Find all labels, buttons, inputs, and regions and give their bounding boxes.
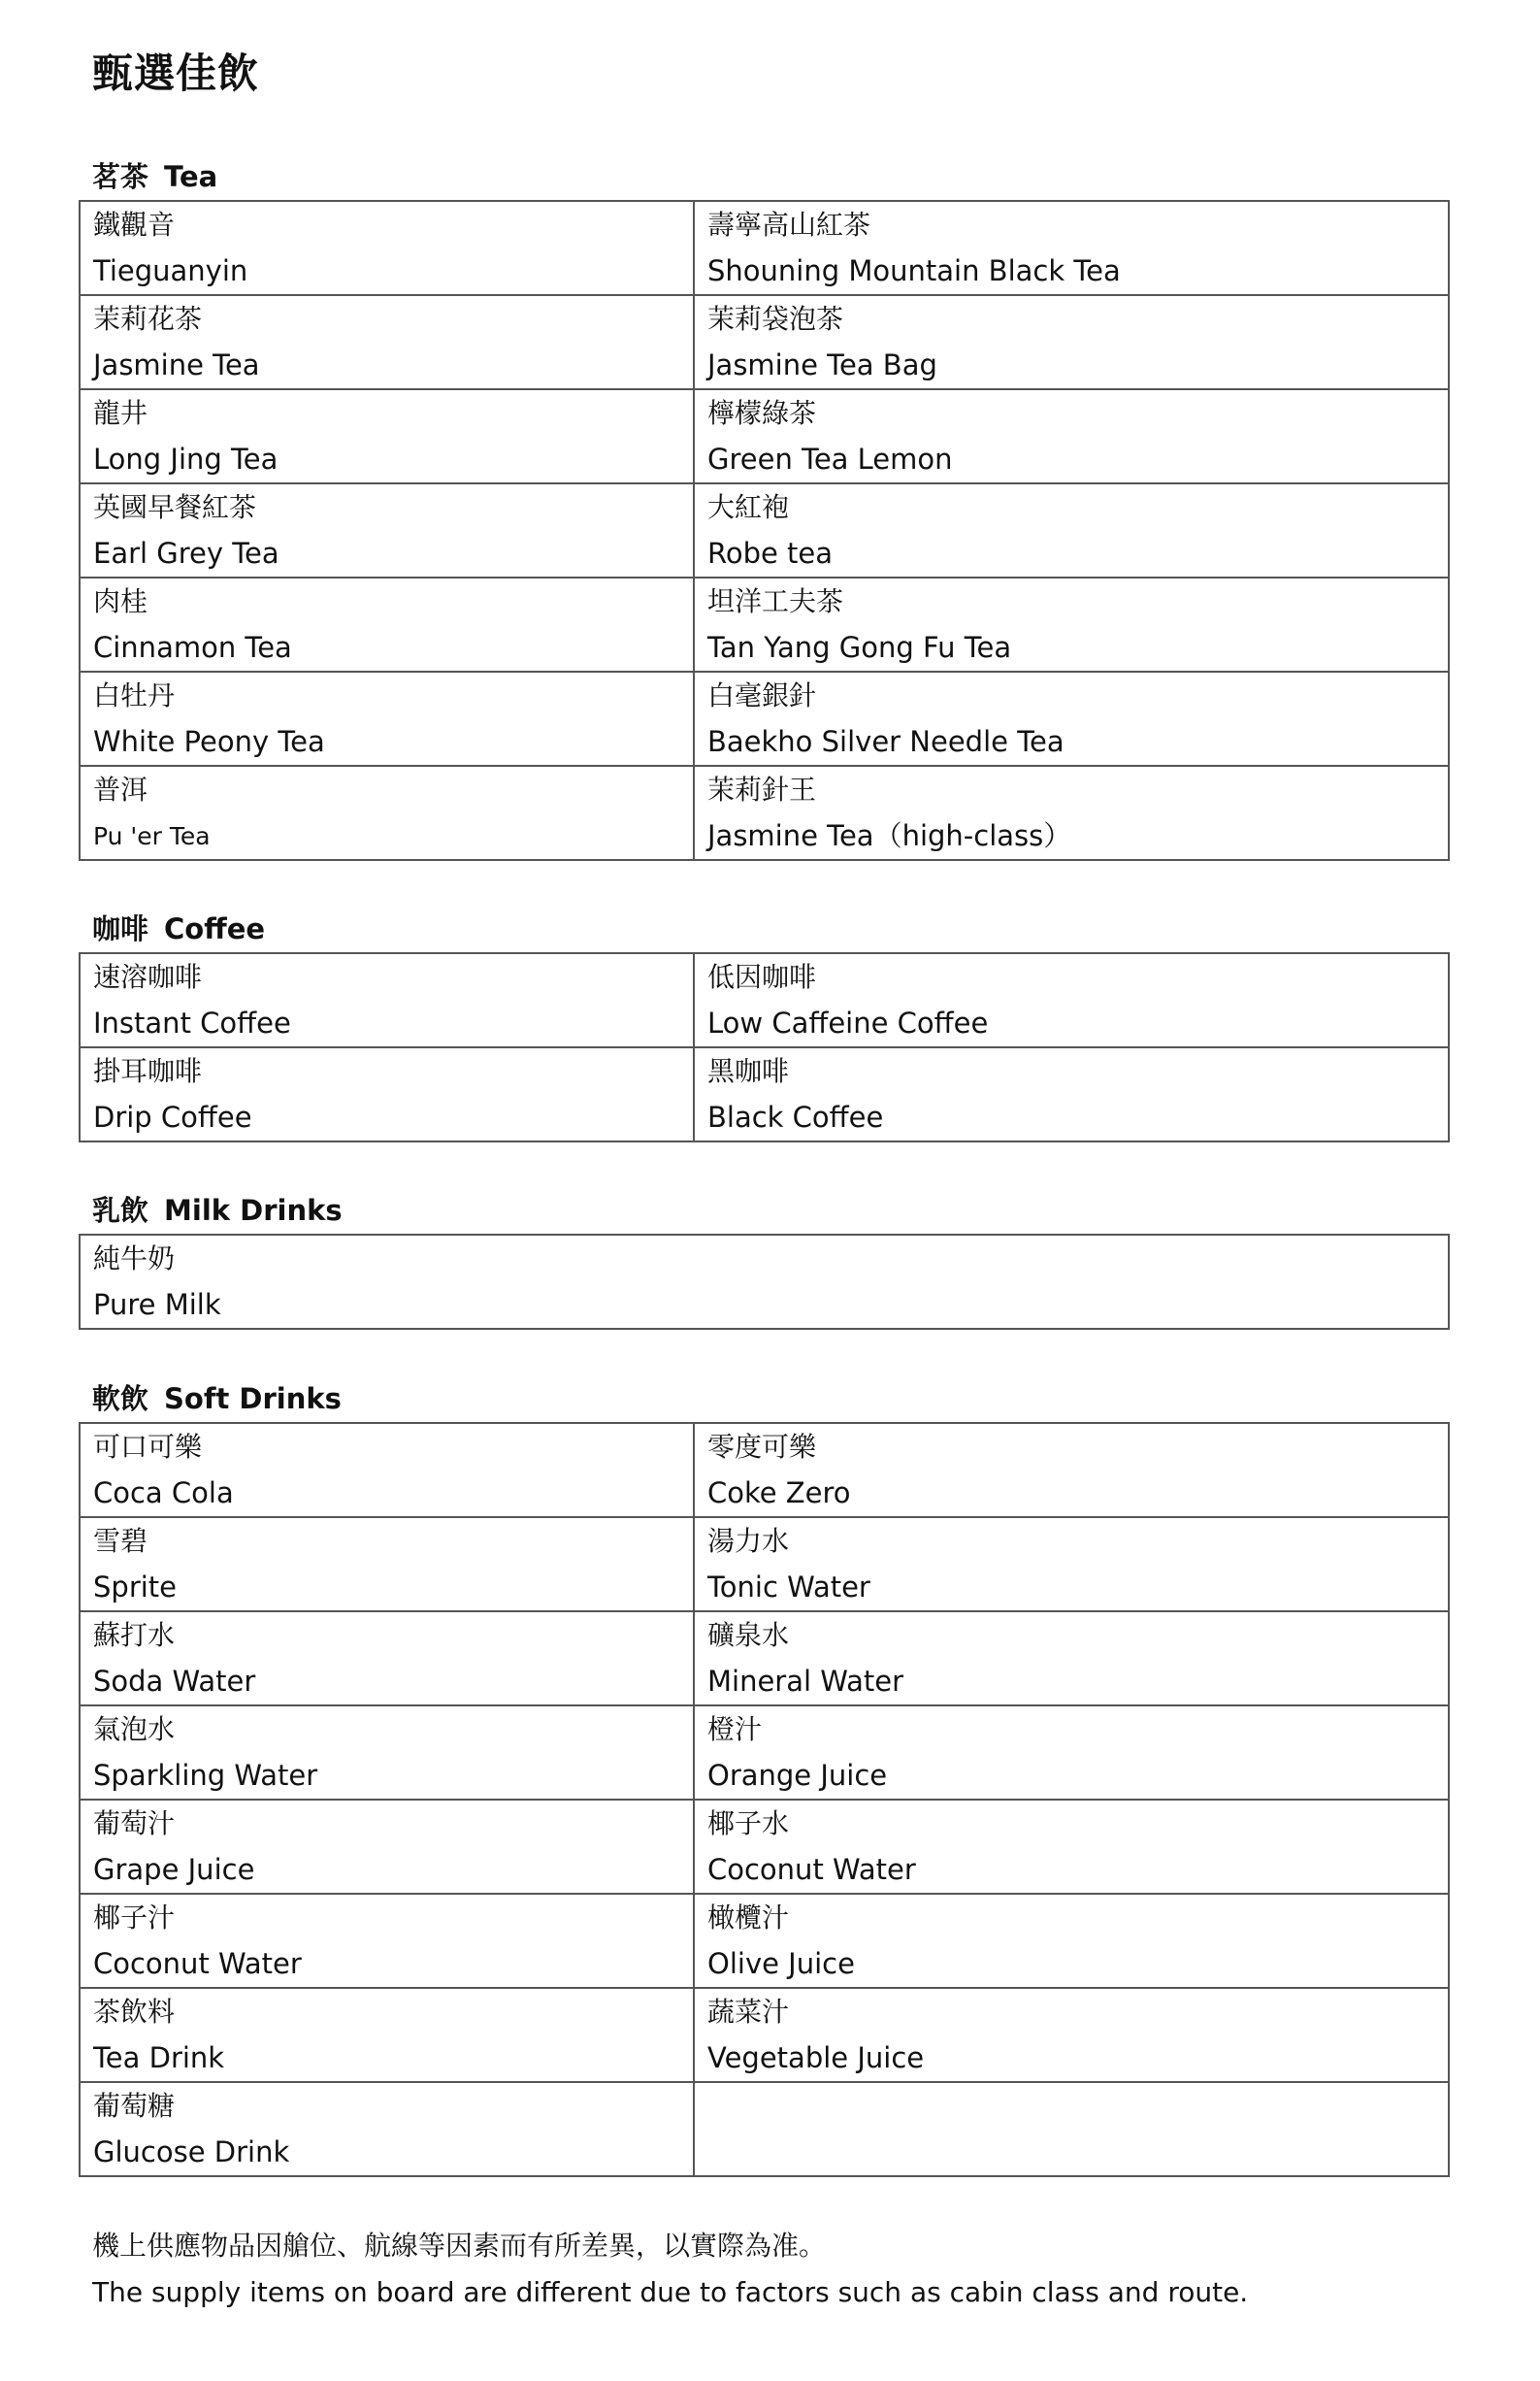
drink-name-zh: 橄欖汁 (707, 1901, 790, 1934)
table-cell (695, 1424, 1450, 1518)
table-cell (695, 202, 1450, 296)
drink-name-en: Pu 'er Tea (93, 822, 211, 850)
page-title: 甄選佳飲 (92, 50, 260, 97)
drink-name-zh: 檸檬綠茶 (707, 397, 817, 429)
drink-name-en: Long Jing Tea (93, 443, 279, 476)
table-cell (81, 1518, 695, 1612)
footer-note (92, 2223, 1451, 2316)
drink-name-zh: 肉桂 (93, 585, 148, 617)
section-title-milk-drinks (92, 1187, 343, 1234)
drink-name-zh: 英國早餐紅茶 (93, 491, 257, 523)
drink-name-en (707, 2130, 1448, 2175)
drink-name-en: Drip Coffee (93, 1101, 252, 1134)
drink-name-en: Pure Milk (93, 1288, 221, 1321)
table-cell (81, 579, 695, 673)
drink-name-en: Coke Zero (707, 1476, 851, 1509)
drink-name-zh: 大紅袍 (707, 491, 790, 523)
table-row (81, 484, 1450, 579)
table-cell (695, 1989, 1450, 2083)
drink-name-en: Tea Drink (93, 2041, 225, 2074)
drink-name-en: Green Tea Lemon (707, 443, 953, 476)
drink-name-zh: 鐵觀音 (93, 209, 176, 241)
drink-name-en: Jasmine Tea（high-class） (707, 819, 1072, 852)
drink-name-en: Earl Grey Tea (93, 537, 279, 570)
table-cell (695, 954, 1450, 1048)
drink-name-en: Tan Yang Gong Fu Tea (707, 631, 1012, 664)
drink-name-en: Robe tea (707, 537, 834, 570)
drink-name-en: Soda Water (93, 1665, 256, 1698)
drink-name-en: Olive Juice (707, 1947, 855, 1980)
drink-name-en: Low Caffeine Coffee (707, 1007, 989, 1040)
section-title-en: Coffee (164, 912, 266, 945)
section-title-coffee (92, 906, 265, 952)
table-cell (695, 1895, 1450, 1989)
table-row (81, 767, 1450, 861)
table-row (81, 1048, 1450, 1142)
section-title-zh: 茗茶 (92, 160, 149, 193)
drink-name-zh: 湯力水 (707, 1525, 790, 1557)
drink-name-en: Tieguanyin (93, 254, 248, 287)
drink-name-zh: 蔬菜汁 (707, 1996, 790, 2028)
drink-name-en: Instant Coffee (93, 1007, 291, 1040)
table-cell (81, 1048, 695, 1142)
empty-cell (695, 2083, 1450, 2177)
table-row (81, 954, 1450, 1048)
drink-name-en: Jasmine Tea Bag (707, 348, 937, 381)
table-cell (81, 1424, 695, 1518)
table-row (81, 202, 1450, 296)
drink-name-en: Sparkling Water (93, 1759, 318, 1792)
drink-name-zh: 白毫銀針 (707, 679, 817, 711)
drink-name-zh: 茉莉針王 (707, 774, 817, 806)
drink-name-en: White Peony Tea (93, 725, 325, 758)
drink-name-zh: 黑咖啡 (707, 1055, 790, 1087)
table-cell (695, 484, 1450, 579)
table-row (81, 673, 1450, 767)
drink-name-zh: 掛耳咖啡 (93, 1055, 203, 1087)
table-row (81, 1612, 1450, 1706)
table-row (81, 1989, 1450, 2083)
table-cell (695, 1048, 1450, 1142)
drink-name-zh: 白牡丹 (93, 679, 176, 711)
table-cell (81, 296, 695, 390)
section-title-en: Soft Drinks (164, 1382, 342, 1415)
drink-name-zh: 普洱 (93, 774, 148, 806)
section-title-tea (92, 153, 217, 200)
table-row (81, 2083, 1450, 2177)
drink-name-en: Shouning Mountain Black Tea (707, 254, 1121, 287)
table-cell (695, 296, 1450, 390)
table-row (81, 579, 1450, 673)
section-title-en: Milk Drinks (164, 1194, 343, 1227)
table-cell (81, 1706, 695, 1801)
section-title-soft-drinks (92, 1375, 342, 1422)
table-cell (695, 1612, 1450, 1706)
drink-name-en: Mineral Water (707, 1665, 903, 1698)
drink-name-zh: 坦洋工夫茶 (707, 585, 844, 617)
table-cell (81, 202, 695, 296)
table-cell (695, 673, 1450, 767)
table-cell (695, 1706, 1450, 1801)
drink-name-zh: 椰子水 (707, 1807, 790, 1839)
drink-name-zh: 茶飲料 (93, 1996, 176, 2028)
drink-name-zh: 純牛奶 (93, 1242, 176, 1274)
drink-name-zh: 可口可樂 (93, 1431, 203, 1463)
drink-name-zh: 蘇打水 (93, 1619, 176, 1651)
drink-name-zh: 氣泡水 (93, 1713, 176, 1745)
table-row (81, 1518, 1450, 1612)
drink-name-zh: 茉莉袋泡茶 (707, 303, 844, 335)
table-row (81, 1895, 1450, 1989)
section-title-en: Tea (164, 160, 218, 193)
table-cell (81, 767, 695, 861)
table-cell (81, 673, 695, 767)
section-title-zh: 乳飲 (92, 1194, 149, 1227)
soft-drinks-table (79, 1422, 1450, 2177)
table-cell (81, 1801, 695, 1895)
drink-name-zh: 礦泉水 (707, 1619, 790, 1651)
drink-name-zh: 葡萄糖 (93, 2090, 176, 2122)
drink-name-en: Coca Cola (93, 1476, 234, 1509)
drink-name-zh: 茉莉花茶 (93, 303, 203, 335)
drink-name-zh: 壽寧高山紅茶 (707, 209, 871, 241)
drink-name-zh: 葡萄汁 (93, 1807, 176, 1839)
drink-name-zh: 橙汁 (707, 1713, 763, 1745)
drink-name-en: Sprite (93, 1571, 178, 1604)
table-row (81, 390, 1450, 484)
drink-name-zh: 零度可樂 (707, 1431, 817, 1463)
table-row (81, 296, 1450, 390)
drink-name-zh: 低因咖啡 (707, 961, 817, 993)
table-row (81, 1801, 1450, 1895)
section-title-zh: 軟飲 (92, 1382, 149, 1415)
drink-name-en: Vegetable Juice (707, 2041, 925, 2074)
drink-name-en: Orange Juice (707, 1759, 888, 1792)
drink-name-en: Coconut Water (93, 1947, 302, 1980)
table-cell (81, 1989, 695, 2083)
drink-name-en: Glucose Drink (93, 2135, 290, 2168)
table-cell (695, 767, 1450, 861)
table-cell (695, 1801, 1450, 1895)
milk-drinks-table (79, 1234, 1450, 1330)
drink-name-zh (707, 2083, 1448, 2130)
drink-name-en: Baekho Silver Needle Tea (707, 725, 1065, 758)
table-cell (81, 1895, 695, 1989)
table-row (81, 1706, 1450, 1801)
drink-name-en: Grape Juice (93, 1853, 255, 1886)
table-cell (81, 2083, 695, 2177)
drink-name-zh: 龍井 (93, 397, 148, 429)
footer-note-zh: 機上供應物品因艙位、航線等因素而有所差異，以實際為准。 (92, 2230, 827, 2262)
table-row (81, 1236, 1450, 1330)
drink-name-zh: 椰子汁 (93, 1901, 176, 1934)
table-cell (695, 1518, 1450, 1612)
drink-name-zh: 雪碧 (93, 1525, 148, 1557)
drink-name-en: Cinnamon Tea (93, 631, 292, 664)
table-row (81, 1424, 1450, 1518)
drink-name-en: Tonic Water (707, 1571, 870, 1604)
table-cell (81, 390, 695, 484)
drink-name-zh: 速溶咖啡 (93, 961, 203, 993)
tea-table (79, 200, 1450, 861)
drink-name-en: Coconut Water (707, 1853, 916, 1886)
table-cell (81, 1612, 695, 1706)
table-cell (81, 484, 695, 579)
coffee-table (79, 952, 1450, 1142)
drink-name-en: Jasmine Tea (93, 348, 260, 381)
table-cell (81, 1236, 1450, 1330)
drink-name-en: Black Coffee (707, 1101, 884, 1134)
section-title-zh: 咖啡 (92, 912, 149, 945)
footer-note-en: The supply items on board are different due to factors such as cabin class and route. (92, 2276, 1249, 2308)
table-cell (695, 390, 1450, 484)
table-cell (81, 954, 695, 1048)
table-cell (695, 579, 1450, 673)
